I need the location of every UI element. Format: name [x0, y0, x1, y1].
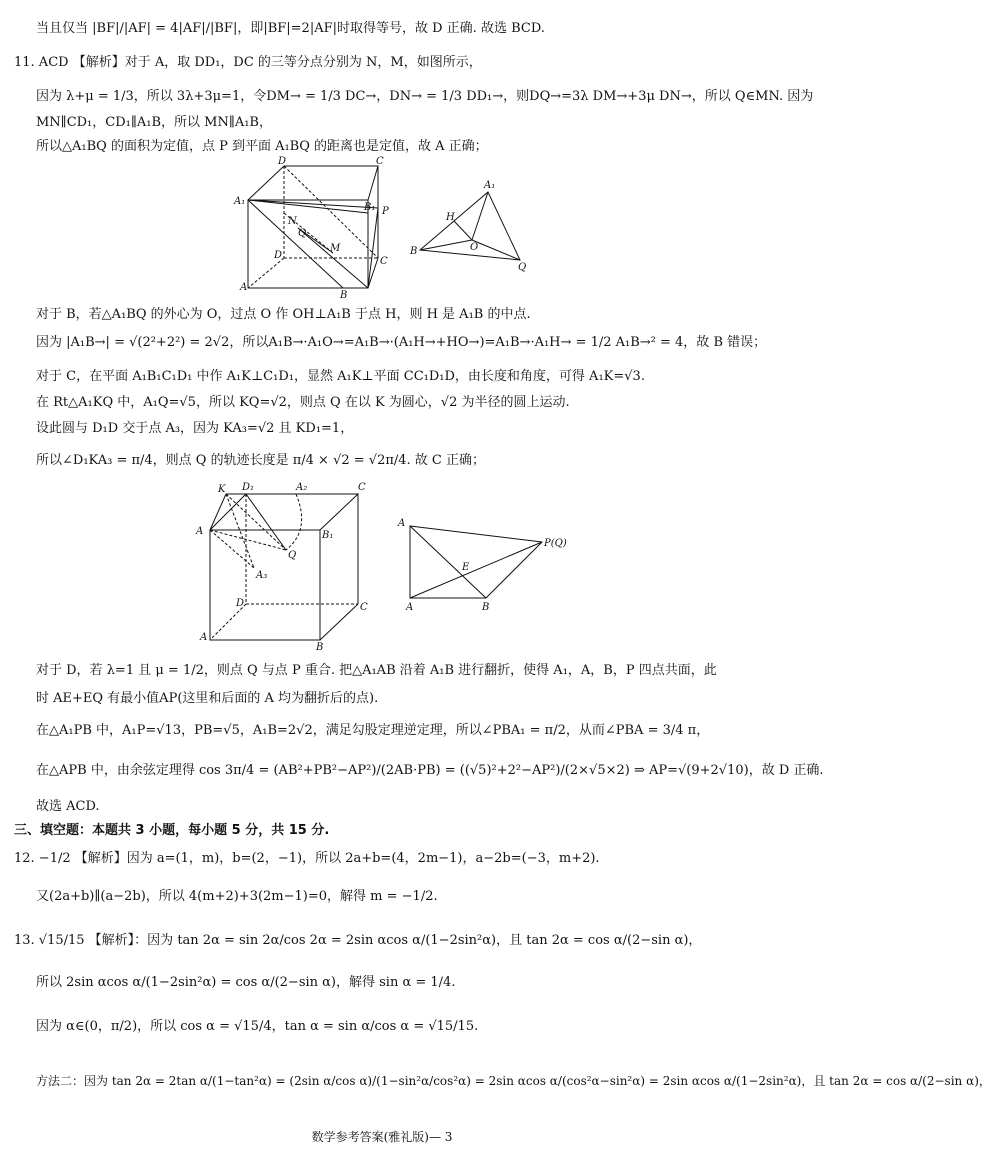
text-line: 在△A₁PB 中，A₁P=√13，PB=√5，A₁B=2√2，满足勾股定理逆定理，所以∠PBA₁ = π/2，从而∠PBA = 3/4 π，	[36, 723, 710, 738]
text-line: 又(2a+b)∥(a−2b)，所以 4(m+2)+3(2m−1)=0，解得 m = −1/2.	[36, 889, 438, 904]
fig-label: K	[218, 484, 226, 495]
fig-label: D	[274, 250, 283, 261]
fig-label: D	[236, 598, 245, 609]
fig-label: A₁	[484, 180, 496, 191]
fig-label: H	[446, 212, 455, 223]
text-line: 因为 α∈(0，π/2)，所以 cos α = √15/4，tan α = sin α/cos α = √15/15.	[36, 1019, 479, 1034]
fig-label: N	[288, 216, 297, 227]
section-heading: 三、填空题：本题共 3 小题，每小题 5 分，共 15 分.	[14, 823, 330, 838]
answer-11-header: 11. ACD 【解析】对于 A，取 DD₁，DC 的三等分点分别为 N，M，如图所示，	[14, 55, 482, 70]
text-line: 对于 C，在平面 A₁B₁C₁D₁ 中作 A₁K⊥C₁D₁，显然 A₁K⊥平面 CC₁D₁D，由长度和角度，可得 A₁K=√3.	[36, 369, 645, 384]
page-footer: 数学参考答案(雅礼版)— 3	[311, 1130, 453, 1144]
fig-label: A₃	[256, 570, 268, 581]
text-line: 所以△A₁BQ 的面积为定值，点 P 到平面 A₁BQ 的距离也是定值，故 A 正确；	[36, 139, 488, 154]
text-line: 时 AE+EQ 有最小值AP(这里和后面的 A 均为翻折后的点).	[36, 691, 379, 706]
fig-label: A	[240, 282, 248, 293]
fig-label: A	[398, 518, 406, 529]
text-line: 因为 λ+μ = 1/3，所以 3λ+3μ=1，令DM→ = 1/3 DC→，DN→ = 1/3 DD₁→，则DQ→=3λ DM→+3μ DN→，所以 Q∈MN. 因为	[36, 89, 814, 104]
fig-label: B₁	[322, 530, 334, 541]
fig-label: C	[376, 156, 384, 167]
fig-label: A	[406, 602, 414, 613]
fig-label: O	[470, 242, 479, 253]
fig-label: Q	[518, 262, 527, 273]
text-line: 所以∠D₁KA₃ = π/4，则点 Q 的轨迹长度是 π/4 × √2 = √2π/4. 故 C 正确；	[36, 453, 486, 468]
fig-label: A	[200, 632, 208, 643]
fig-label: D₁	[242, 482, 255, 493]
answer-13-header: 13. √15/15 【解析】：因为 tan 2α = sin 2α/cos 2α = 2sin αcos α/(1−2sin²α)，且 tan 2α = cos α/(2−sin α)，	[14, 933, 702, 948]
triangle-figure	[410, 180, 540, 273]
fig-label: C	[360, 602, 368, 613]
fig-label: A	[196, 526, 204, 537]
answer-12-header: 12. −1/2 【解析】因为 a=(1，m)，b=(2，−1)，所以 2a+b=(4，2m−1)，a−2b=(−3，m+2).	[14, 851, 600, 866]
text-line: 在△APB 中，由余弦定理得 cos 3π/4 = (AB²+PB²−AP²)/(2AB·PB) = ((√5)²+2²−AP²)/(2×√5×2) ⇒ AP=√(9+2√10)，故 D 正确.	[36, 763, 824, 778]
text-line: 因为 |A₁B→| = √(2²+2²) = 2√2，所以A₁B→·A₁O→=A₁B→·(A₁H→+HO→)=A₁B→·A₁H→ = 1/2 A₁B→² = 4，故 B 错误；	[36, 335, 767, 350]
cube-figure-2	[196, 480, 376, 653]
fig-label: P(Q)	[544, 538, 567, 549]
fig-label: B	[410, 246, 418, 257]
fig-label: A₂	[296, 482, 308, 493]
text-line: 当且仅当 |BF|/|AF| = 4|AF|/|BF|，即|BF|=2|AF|时取得等号，故 D 正确. 故选 BCD.	[36, 21, 545, 36]
fig-label: B	[482, 602, 490, 613]
fig-label: D	[278, 156, 287, 167]
text-line: 对于 B，若△A₁BQ 的外心为 O，过点 O 作 OH⊥A₁B 于点 H，则 H 是 A₁B 的中点.	[36, 307, 531, 322]
text-line: 故选 ACD.	[36, 799, 100, 814]
text-line: 对于 D，若 λ=1 且 μ = 1/2，则点 Q 与点 P 重合. 把△A₁AB 沿着 A₁B 进行翻折，使得 A₁，A，B，P 四点共面，此	[36, 663, 717, 678]
text-line: 设此圆与 D₁D 交于点 A₃，因为 KA₃=√2 且 KD₁=1，	[36, 421, 354, 436]
fig-label: A₁	[234, 196, 246, 207]
fig-label: E	[462, 562, 470, 573]
fig-label: Q	[298, 228, 307, 239]
fig-label: P	[382, 206, 389, 217]
cube-figure-1	[234, 156, 398, 301]
fig-label: C	[358, 482, 366, 493]
fig-label: B	[316, 642, 324, 653]
fig-label: B₁	[364, 202, 376, 213]
text-line: MN∥CD₁，CD₁∥A₁B，所以 MN∥A₁B，	[36, 115, 272, 130]
fig-label: Q	[288, 550, 297, 561]
text-line: 所以 2sin αcos α/(1−2sin²α) = cos α/(2−sin α)，解得 sin α = 1/4.	[36, 975, 456, 990]
fig-label: M	[330, 243, 341, 254]
quad-figure	[396, 512, 576, 612]
fig-label: B	[340, 290, 348, 301]
fig-label: C	[380, 256, 388, 267]
text-line: 在 Rt△A₁KQ 中，A₁Q=√5，所以 KQ=√2，则点 Q 在以 K 为圆心，√2 为半径的圆上运动.	[36, 395, 570, 410]
method-two-line: 方法二：因为 tan 2α = 2tan α/(1−tan²α) = (2sin α/cos α)/(1−sin²α/cos²α) = 2sin αcos α/(cos²α−sin²α) = 2sin αcos α/(1−2sin²α)，且 tan 2α = cos α/(2−sin α)，	[36, 1074, 991, 1088]
